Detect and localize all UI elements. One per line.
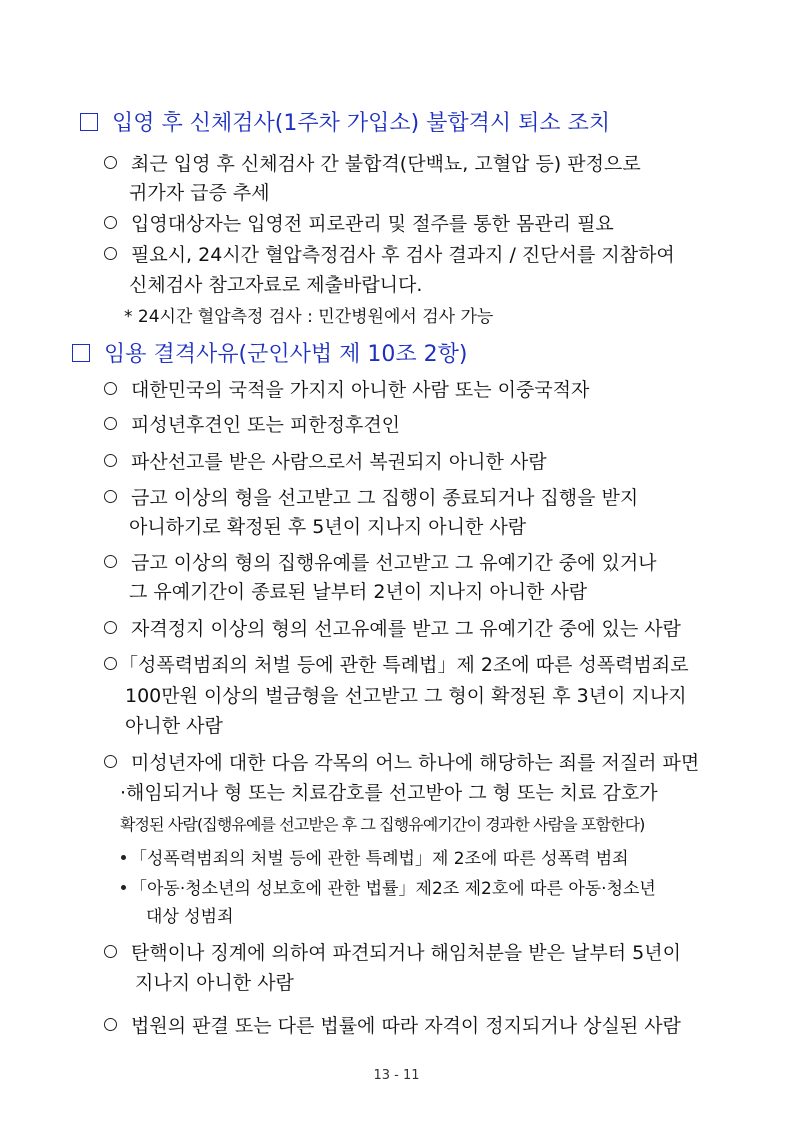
section1-heading: 입영 후 신체검사(1주차 가입소) 불합격시 퇴소 조치: [80, 109, 610, 139]
circle-bullet-icon: [104, 454, 117, 467]
footnote: * 24시간 혈압측정 검사 : 민간병원에서 검사 가능: [124, 307, 494, 327]
list-item: 파산선고를 받은 사람으로서 복권되지 아니한 사람: [104, 449, 547, 475]
sub-list-item: 「아동·청소년의 성보호에 관한 법률」제2조 제2호에 따른 아동·청소년: [121, 876, 656, 902]
checkbox-square-icon: [72, 344, 90, 362]
dot-bullet-icon: [121, 885, 126, 890]
list-item-continuation: 지나지 아니한 사람: [135, 972, 294, 994]
section2-heading: 임용 결격사유(군인사법 제 10조 2항): [72, 340, 467, 370]
list-item: 피성년후견인 또는 피한정후견인: [104, 412, 400, 438]
list-item-continuation: 신체검사 참고자료로 제출바랍니다.: [129, 274, 423, 296]
circle-bullet-icon: [104, 216, 117, 229]
checkbox-square-icon: [80, 113, 98, 131]
circle-bullet-icon: [104, 621, 117, 634]
circle-bullet-icon: [104, 1018, 117, 1031]
list-item: 입영대상자는 입영전 피로관리 및 절주를 통한 몸관리 필요: [104, 211, 614, 237]
circle-bullet-icon: [104, 657, 117, 670]
list-item: 최근 입영 후 신체검사 간 불합격(단백뇨, 고혈압 등) 판정으로: [104, 151, 641, 177]
circle-bullet-icon: [104, 945, 117, 958]
list-item-continuation: 그 유예기간이 종료된 날부터 2년이 지나지 아니한 사람: [129, 581, 588, 603]
list-item-continuation: 확정된 사람(집행유예를 선고받은 후 그 집행유예기간이 경과한 사람을 포함한다): [120, 815, 645, 834]
sub-list-item-continuation: 대상 성범죄: [146, 907, 234, 927]
list-item: 법원의 판결 또는 다른 법률에 따라 자격이 정지되거나 상실된 사람: [104, 1013, 681, 1039]
circle-bullet-icon: [104, 382, 117, 395]
list-item: 금고 이상의 형을 선고받고 그 집행이 종료되거나 집행을 받지: [104, 485, 638, 511]
circle-bullet-icon: [104, 417, 117, 430]
sub-list-item: 「성폭력범죄의 처벌 등에 관한 특례법」제 2조에 따른 성폭력 범죄: [121, 846, 629, 872]
circle-bullet-icon: [104, 156, 117, 169]
list-item: 대한민국의 국적을 가지지 아니한 사람 또는 이중국적자: [104, 377, 589, 403]
list-item: 필요시, 24시간 혈압측정검사 후 검사 결과지 / 진단서를 지참하여: [104, 242, 675, 268]
circle-bullet-icon: [104, 490, 117, 503]
list-item: 탄핵이나 징계에 의하여 파견되거나 해임처분을 받은 날부터 5년이: [104, 940, 681, 966]
list-item: 미성년자에 대한 다음 각목의 어느 하나에 해당하는 죄를 저질러 파면: [104, 750, 699, 776]
list-item: 「성폭력범죄의 처벌 등에 관한 특례법」제 2조에 따른 성폭력범죄로: [104, 652, 689, 678]
circle-bullet-icon: [104, 755, 117, 768]
list-item-continuation: 100만원 이상의 벌금형을 선고받고 그 형이 확정된 후 3년이 지나지: [125, 685, 687, 707]
list-item-continuation: ·해임되거나 형 또는 치료감호를 선고받아 그 형 또는 치료 감호가: [120, 782, 658, 804]
list-item: 자격정지 이상의 형의 선고유예를 받고 그 유예기간 중에 있는 사람: [104, 616, 681, 642]
list-item-continuation: 아니한 사람: [125, 715, 223, 737]
dot-bullet-icon: [121, 855, 126, 860]
circle-bullet-icon: [104, 555, 117, 568]
list-item-continuation: 귀가자 급증 추세: [129, 182, 270, 204]
list-item-continuation: 아니하기로 확정된 후 5년이 지나지 아니한 사람: [129, 516, 527, 538]
page-number: 13 - 11: [373, 1068, 420, 1083]
list-item: 금고 이상의 형의 집행유예를 선고받고 그 유예기간 중에 있거나: [104, 550, 657, 576]
circle-bullet-icon: [104, 247, 117, 260]
